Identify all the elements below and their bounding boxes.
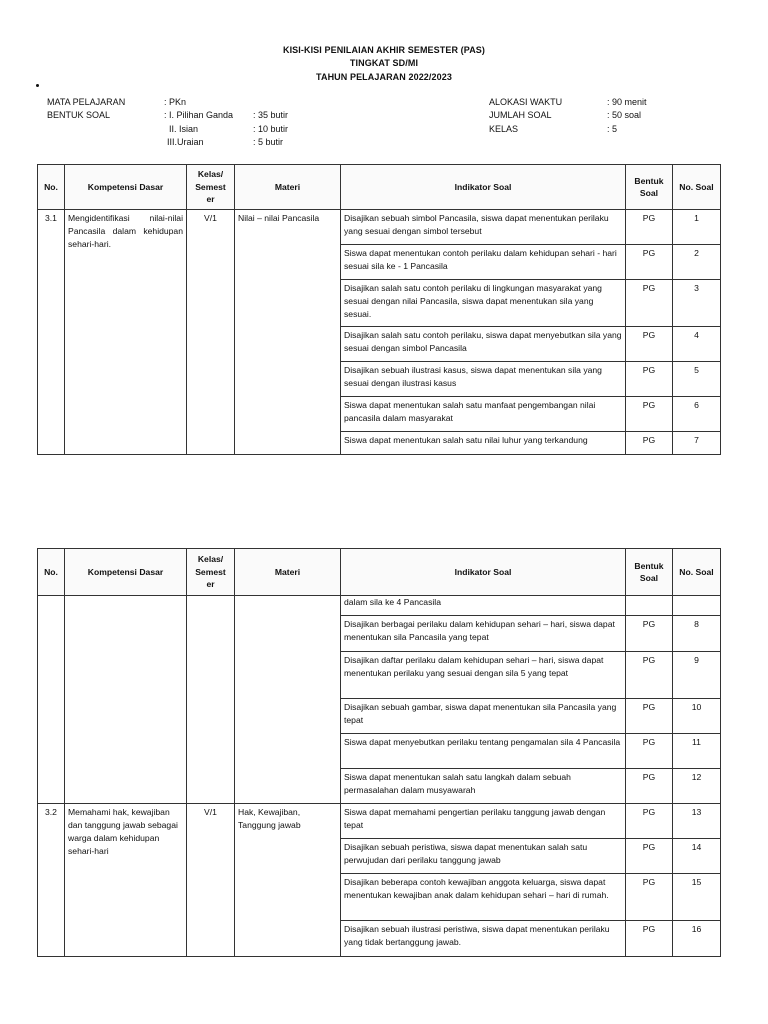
indikator-cell: Siswa dapat menentukan salah satu manfaat pengembangan nilai pancasila dalam masyarakat [341,397,626,432]
col-bentuk-header: Bentuk Soal [626,165,673,210]
nosoal-empty [673,596,721,616]
form-count-2: : 10 butir [253,124,289,134]
form-label: BENTUK SOAL [47,110,111,120]
col-kelas-header: Kelas/ Semest er [187,165,235,210]
bentuk-cell: PG [626,804,673,839]
table-header-row [38,165,721,210]
indikator-cell: Disajikan sebuah ilustrasi peristiwa, siswa dapat menentukan perilaku yang tidak bertanggung jawab. [341,921,626,957]
indikator-cell: Disajikan salah satu contoh perilaku di lingkungan masyarakat yang sesuai dengan nilai Pancasila, siswa dapat menentukan sila yang sesuai. [341,280,626,327]
indikator-cell: Siswa dapat menyebutkan perilaku tentang pengamalan sila 4 Pancasila [341,734,626,769]
doc-year: TAHUN PELAJARAN 2022/2023 [316,72,452,82]
nosoal-cell: 6 [673,397,721,432]
bentuk-cell: PG [626,769,673,804]
bentuk-cell: PG [626,327,673,362]
nosoal-cell: 5 [673,362,721,397]
bentuk-cell: PG [626,280,673,327]
nosoal-cell: 16 [673,921,721,957]
col-materi-header: Materi [235,549,341,596]
nosoal-cell: 9 [673,652,721,699]
table-row-continuation [38,596,721,616]
kelas-empty [187,596,235,804]
nosoal-cell: 3 [673,280,721,327]
nosoal-cell: 8 [673,616,721,652]
bentuk-cell: PG [626,245,673,280]
doc-title: KISI-KISI PENILAIAN AKHIR SEMESTER (PAS) [282,45,485,55]
kd-number: 3.1 [38,210,65,455]
bentuk-cell: PG [626,734,673,769]
nosoal-cell: 7 [673,432,721,455]
nosoal-cell: 15 [673,874,721,921]
kd-text-empty [65,596,187,804]
kd-number: 3.2 [38,804,65,957]
indikator-cell: Siswa dapat menentukan salah satu nilai luhur yang terkandung [341,432,626,455]
indikator-cell: Disajikan beberapa contoh kewajiban anggota keluarga, siswa dapat menentukan kewajiban anak dalam kehidupan sehari – hari di rumah. [341,874,626,921]
col-no-header: No. [38,165,65,210]
doc-level: TINGKAT SD/MI [349,58,419,68]
bentuk-cell: PG [626,432,673,455]
nosoal-cell: 1 [673,210,721,245]
table-header-row [38,549,721,596]
bentuk-cell: PG [626,397,673,432]
kelas-semester: V/1 [187,804,235,957]
table-row [38,210,721,245]
kd-text: Memahami hak, kewajiban dan tanggung jawab sebagai warga dalam kehidupan sehari-hari [65,804,187,957]
col-materi-header: Materi [235,165,341,210]
count-value: : 50 soal [607,110,642,120]
nosoal-cell: 14 [673,839,721,874]
subject-label: MATA PELAJARAN [47,97,126,107]
bentuk-empty [626,596,673,616]
kd-number-empty [38,596,65,804]
col-no-header: No. [38,549,65,596]
nosoal-cell: 10 [673,699,721,734]
indikator-cell: Disajikan sebuah ilustrasi kasus, siswa dapat menentukan sila yang sesuai dengan ilustrasi kasus [341,362,626,397]
col-kd-header: Kompetensi Dasar [65,549,187,596]
class-label: KELAS [489,124,519,134]
subject-value: : PKn [164,97,187,107]
indikator-cell: Disajikan sebuah peristiwa, siswa dapat menentukan salah satu perwujudan dari perilaku tanggung jawab [341,839,626,874]
col-bentuk-header: Bentuk Soal [626,549,673,596]
kisi-table-2 [37,548,721,957]
bentuk-cell: PG [626,874,673,921]
bentuk-cell: PG [626,362,673,397]
count-label: JUMLAH SOAL [489,110,552,120]
indikator-cell: Siswa dapat memahami pengertian perilaku tanggung jawab dengan tepat [341,804,626,839]
bentuk-cell: PG [626,699,673,734]
col-nosoal-header: No. Soal [673,549,721,596]
form-count-3: : 5 butir [253,137,284,147]
class-value: : 5 [607,124,618,134]
indikator-continuation: dalam sila ke 4 Pancasila [341,596,626,616]
bentuk-cell: PG [626,210,673,245]
col-kd-header: Kompetensi Dasar [65,165,187,210]
indikator-cell: Disajikan sebuah gambar, siswa dapat menentukan sila Pancasila yang tepat [341,699,626,734]
nosoal-cell: 13 [673,804,721,839]
time-value: : 90 menit [607,97,647,107]
col-indikator-header: Indikator Soal [341,549,626,596]
bentuk-cell: PG [626,839,673,874]
form-name-2: II. Isian [169,124,199,134]
nosoal-cell: 2 [673,245,721,280]
col-indikator-header: Indikator Soal [341,165,626,210]
bentuk-cell: PG [626,616,673,652]
form-name-1: : I. Pilihan Ganda [164,110,234,120]
indikator-cell: Siswa dapat menentukan salah satu langkah dalam sebuah permasalahan dalam musyawarah [341,769,626,804]
bullet-mark [36,84,39,87]
materi-empty [235,596,341,804]
bentuk-cell: PG [626,921,673,957]
col-nosoal-header: No. Soal [673,165,721,210]
indikator-cell: Disajikan berbagai perilaku dalam kehidupan sehari – hari, siswa dapat menentukan sila Pancasila yang tepat [341,616,626,652]
kelas-semester: V/1 [187,210,235,455]
materi: Nilai – nilai Pancasila [235,210,341,455]
col-kelas-header: Kelas/ Semest er [187,549,235,596]
kd-text: Mengidentifikasi nilai-nilai Pancasila dalam kehidupan sehari-hari. [65,210,187,455]
bentuk-cell: PG [626,652,673,699]
form-count-1: : 35 butir [253,110,289,120]
indikator-cell: Disajikan salah satu contoh perilaku, siswa dapat menyebutkan sila yang sesuai dengan simbol Pancasila [341,327,626,362]
nosoal-cell: 11 [673,734,721,769]
table-row [38,804,721,839]
kisi-table-1 [37,164,721,455]
nosoal-cell: 12 [673,769,721,804]
indikator-cell: Disajikan daftar perilaku dalam kehidupan sehari – hari, siswa dapat menentukan perilaku yang sesuai dengan sila 5 yang tepat [341,652,626,699]
indikator-cell: Disajikan sebuah simbol Pancasila, siswa dapat menentukan perilaku yang sesuai dengan simbol tersebut [341,210,626,245]
indikator-cell: Siswa dapat menentukan contoh perilaku dalam kehidupan sehari - hari sesuai sila ke - 1 Pancasila [341,245,626,280]
nosoal-cell: 4 [673,327,721,362]
time-label: ALOKASI WAKTU [489,97,563,107]
form-name-3: III.Uraian [167,137,204,147]
materi: Hak, Kewajiban, Tanggung jawab [235,804,341,957]
